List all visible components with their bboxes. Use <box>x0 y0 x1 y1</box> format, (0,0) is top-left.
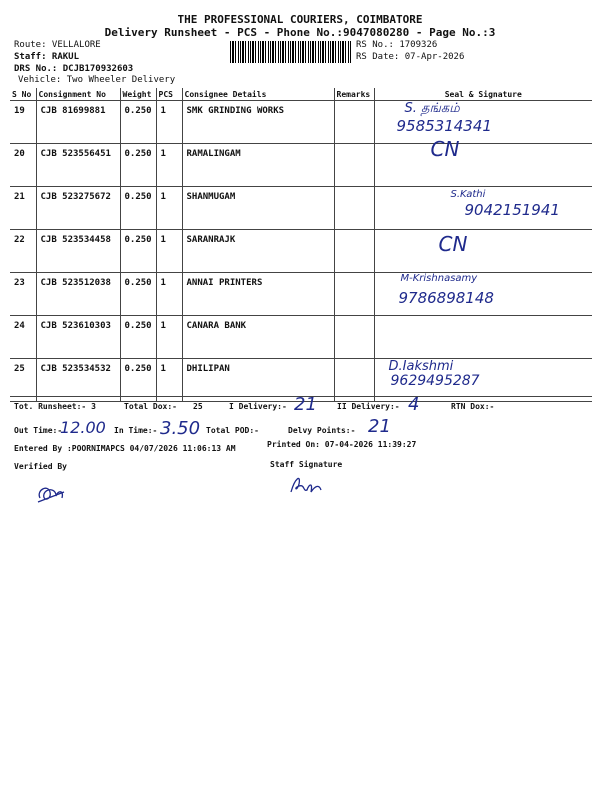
header-weight: Weight <box>120 88 156 101</box>
staff-label: Staff: RAKUL <box>14 52 80 62</box>
cell-pcs: 1 <box>156 187 182 230</box>
total-dox-value: 25 <box>193 402 203 411</box>
header-remarks: Remarks <box>334 88 374 101</box>
table-row <box>10 187 592 230</box>
cell-remarks <box>334 187 374 230</box>
cell-remarks <box>334 230 374 273</box>
handwritten-sign1: S.Kathi <box>450 189 486 200</box>
cell-pcs: 1 <box>156 273 182 316</box>
rs-date: RS Date: 07-Apr-2026 <box>356 52 465 62</box>
cell-sno: 21 <box>10 187 36 230</box>
table-header-row <box>10 88 592 101</box>
cell-weight: 0.250 <box>120 144 156 187</box>
cell-pcs: 1 <box>156 230 182 273</box>
header-consignment: Consignment No <box>36 88 120 101</box>
cell-consignment: CJB 523534458 <box>36 230 120 273</box>
table-row <box>10 230 592 273</box>
out-time-value: 12.00 <box>60 418 106 437</box>
cell-consignment: CJB 523512038 <box>36 273 120 316</box>
handwritten-sign2: 9042151941 <box>464 201 560 219</box>
drs-label: DRS No.: DCJB170932603 <box>14 64 134 74</box>
table-row <box>10 101 592 144</box>
delvy-points-label: Delvy Points:- <box>288 426 356 435</box>
cell-seal-signature <box>374 230 592 273</box>
runsheet-table <box>10 88 592 402</box>
barcode <box>230 41 352 63</box>
cell-pcs: 1 <box>156 316 182 359</box>
i-delivery-value: 21 <box>294 394 317 415</box>
cell-pcs: 1 <box>156 359 182 402</box>
header-sno: S No <box>10 88 36 101</box>
cell-consignment: CJB 523275672 <box>36 187 120 230</box>
cell-seal-signature <box>374 144 592 187</box>
handwritten-sign2: 9786898148 <box>398 289 494 307</box>
table-row <box>10 316 592 359</box>
ii-delivery-value: 4 <box>408 394 420 415</box>
total-pod-label: Total POD:- <box>206 426 259 435</box>
handwritten-sign1: D.Iakshmi <box>388 359 454 374</box>
handwritten-sign1: S. தங்கம் <box>404 101 460 116</box>
cell-consignee: DHILIPAN <box>182 359 334 402</box>
entered-by: Entered By :POORNIMAPCS 04/07/2026 11:06:13 AM <box>14 444 236 453</box>
cell-consignee: SMK GRINDING WORKS <box>182 101 334 144</box>
delvy-points-value: 21 <box>368 416 391 437</box>
cell-weight: 0.250 <box>120 187 156 230</box>
cell-remarks <box>334 273 374 316</box>
handwritten-sign1: M-Krishnasamy <box>400 273 478 284</box>
in-time-value: 3.50 <box>160 418 201 439</box>
handwritten-sign2: 9585314341 <box>396 117 492 135</box>
out-time-label: Out Time:- <box>14 426 63 435</box>
cell-consignee: SARANRAJK <box>182 230 334 273</box>
cell-weight: 0.250 <box>120 230 156 273</box>
cell-consignee: ANNAI PRINTERS <box>182 273 334 316</box>
table-row <box>10 144 592 187</box>
cell-consignment: CJB 523534532 <box>36 359 120 402</box>
rs-number: RS No.: 1709326 <box>356 40 438 50</box>
cell-weight: 0.250 <box>120 273 156 316</box>
cell-seal-signature <box>374 187 592 230</box>
cell-weight: 0.250 <box>120 359 156 402</box>
cell-remarks <box>334 316 374 359</box>
cell-sno: 23 <box>10 273 36 316</box>
cell-sno: 22 <box>10 230 36 273</box>
table-row <box>10 273 592 316</box>
cell-pcs: 1 <box>156 101 182 144</box>
cell-consignee: SHANMUGAM <box>182 187 334 230</box>
verified-by-signature <box>34 478 74 508</box>
vehicle-label: Vehicle: Two Wheeler Delivery <box>18 75 176 85</box>
printed-on: Printed On: 07-04-2026 11:39:27 <box>267 440 417 449</box>
cell-seal-signature <box>374 273 592 316</box>
cell-weight: 0.250 <box>120 316 156 359</box>
cell-seal-signature <box>374 101 592 161</box>
runsheet-subtitle: Delivery Runsheet - PCS - Phone No.:9047080280 - Page No.:3 <box>104 26 496 39</box>
cell-consignment: CJB 523556451 <box>36 144 120 187</box>
in-time-label: In Time:- <box>114 426 158 435</box>
cell-sno: 20 <box>10 144 36 187</box>
cell-seal-signature <box>374 316 592 359</box>
cell-consignment: CJB 523610303 <box>36 316 120 359</box>
rtn-dox-label: RTN Dox:- <box>451 402 495 411</box>
route-label: Route: VELLALORE <box>14 40 101 50</box>
cell-sno: 25 <box>10 359 36 402</box>
tot-runsheet: Tot. Runsheet:- 3 <box>14 402 96 411</box>
cell-consignee: RAMALINGAM <box>182 144 334 187</box>
staff-signature-mark <box>287 470 327 498</box>
cell-consignment: CJB 81699881 <box>36 101 120 144</box>
staff-signature-label: Staff Signature <box>270 460 343 469</box>
total-dox-label: Total Dox:- <box>124 402 177 411</box>
verified-by-label: Verified By <box>14 462 67 471</box>
cell-sno: 19 <box>10 101 36 144</box>
header-consignee: Consignee Details <box>182 88 334 101</box>
header-pcs: PCS <box>156 88 182 101</box>
header-seal-signature: Seal & Signature <box>374 88 592 101</box>
cell-pcs: 1 <box>156 144 182 187</box>
cell-remarks <box>334 101 374 144</box>
handwritten-sign1: CN <box>438 232 468 256</box>
cell-weight: 0.250 <box>120 101 156 144</box>
handwritten-sign3: CN <box>430 137 460 161</box>
i-delivery-label: I Delivery:- <box>229 402 287 411</box>
cell-sno: 24 <box>10 316 36 359</box>
cell-consignee: CANARA BANK <box>182 316 334 359</box>
ii-delivery-label: II Delivery:- <box>337 402 400 411</box>
company-title: THE PROFESSIONAL COURIERS, COIMBATORE <box>177 13 423 26</box>
cell-remarks <box>334 144 374 187</box>
handwritten-sign2: 9629495287 <box>390 373 480 389</box>
